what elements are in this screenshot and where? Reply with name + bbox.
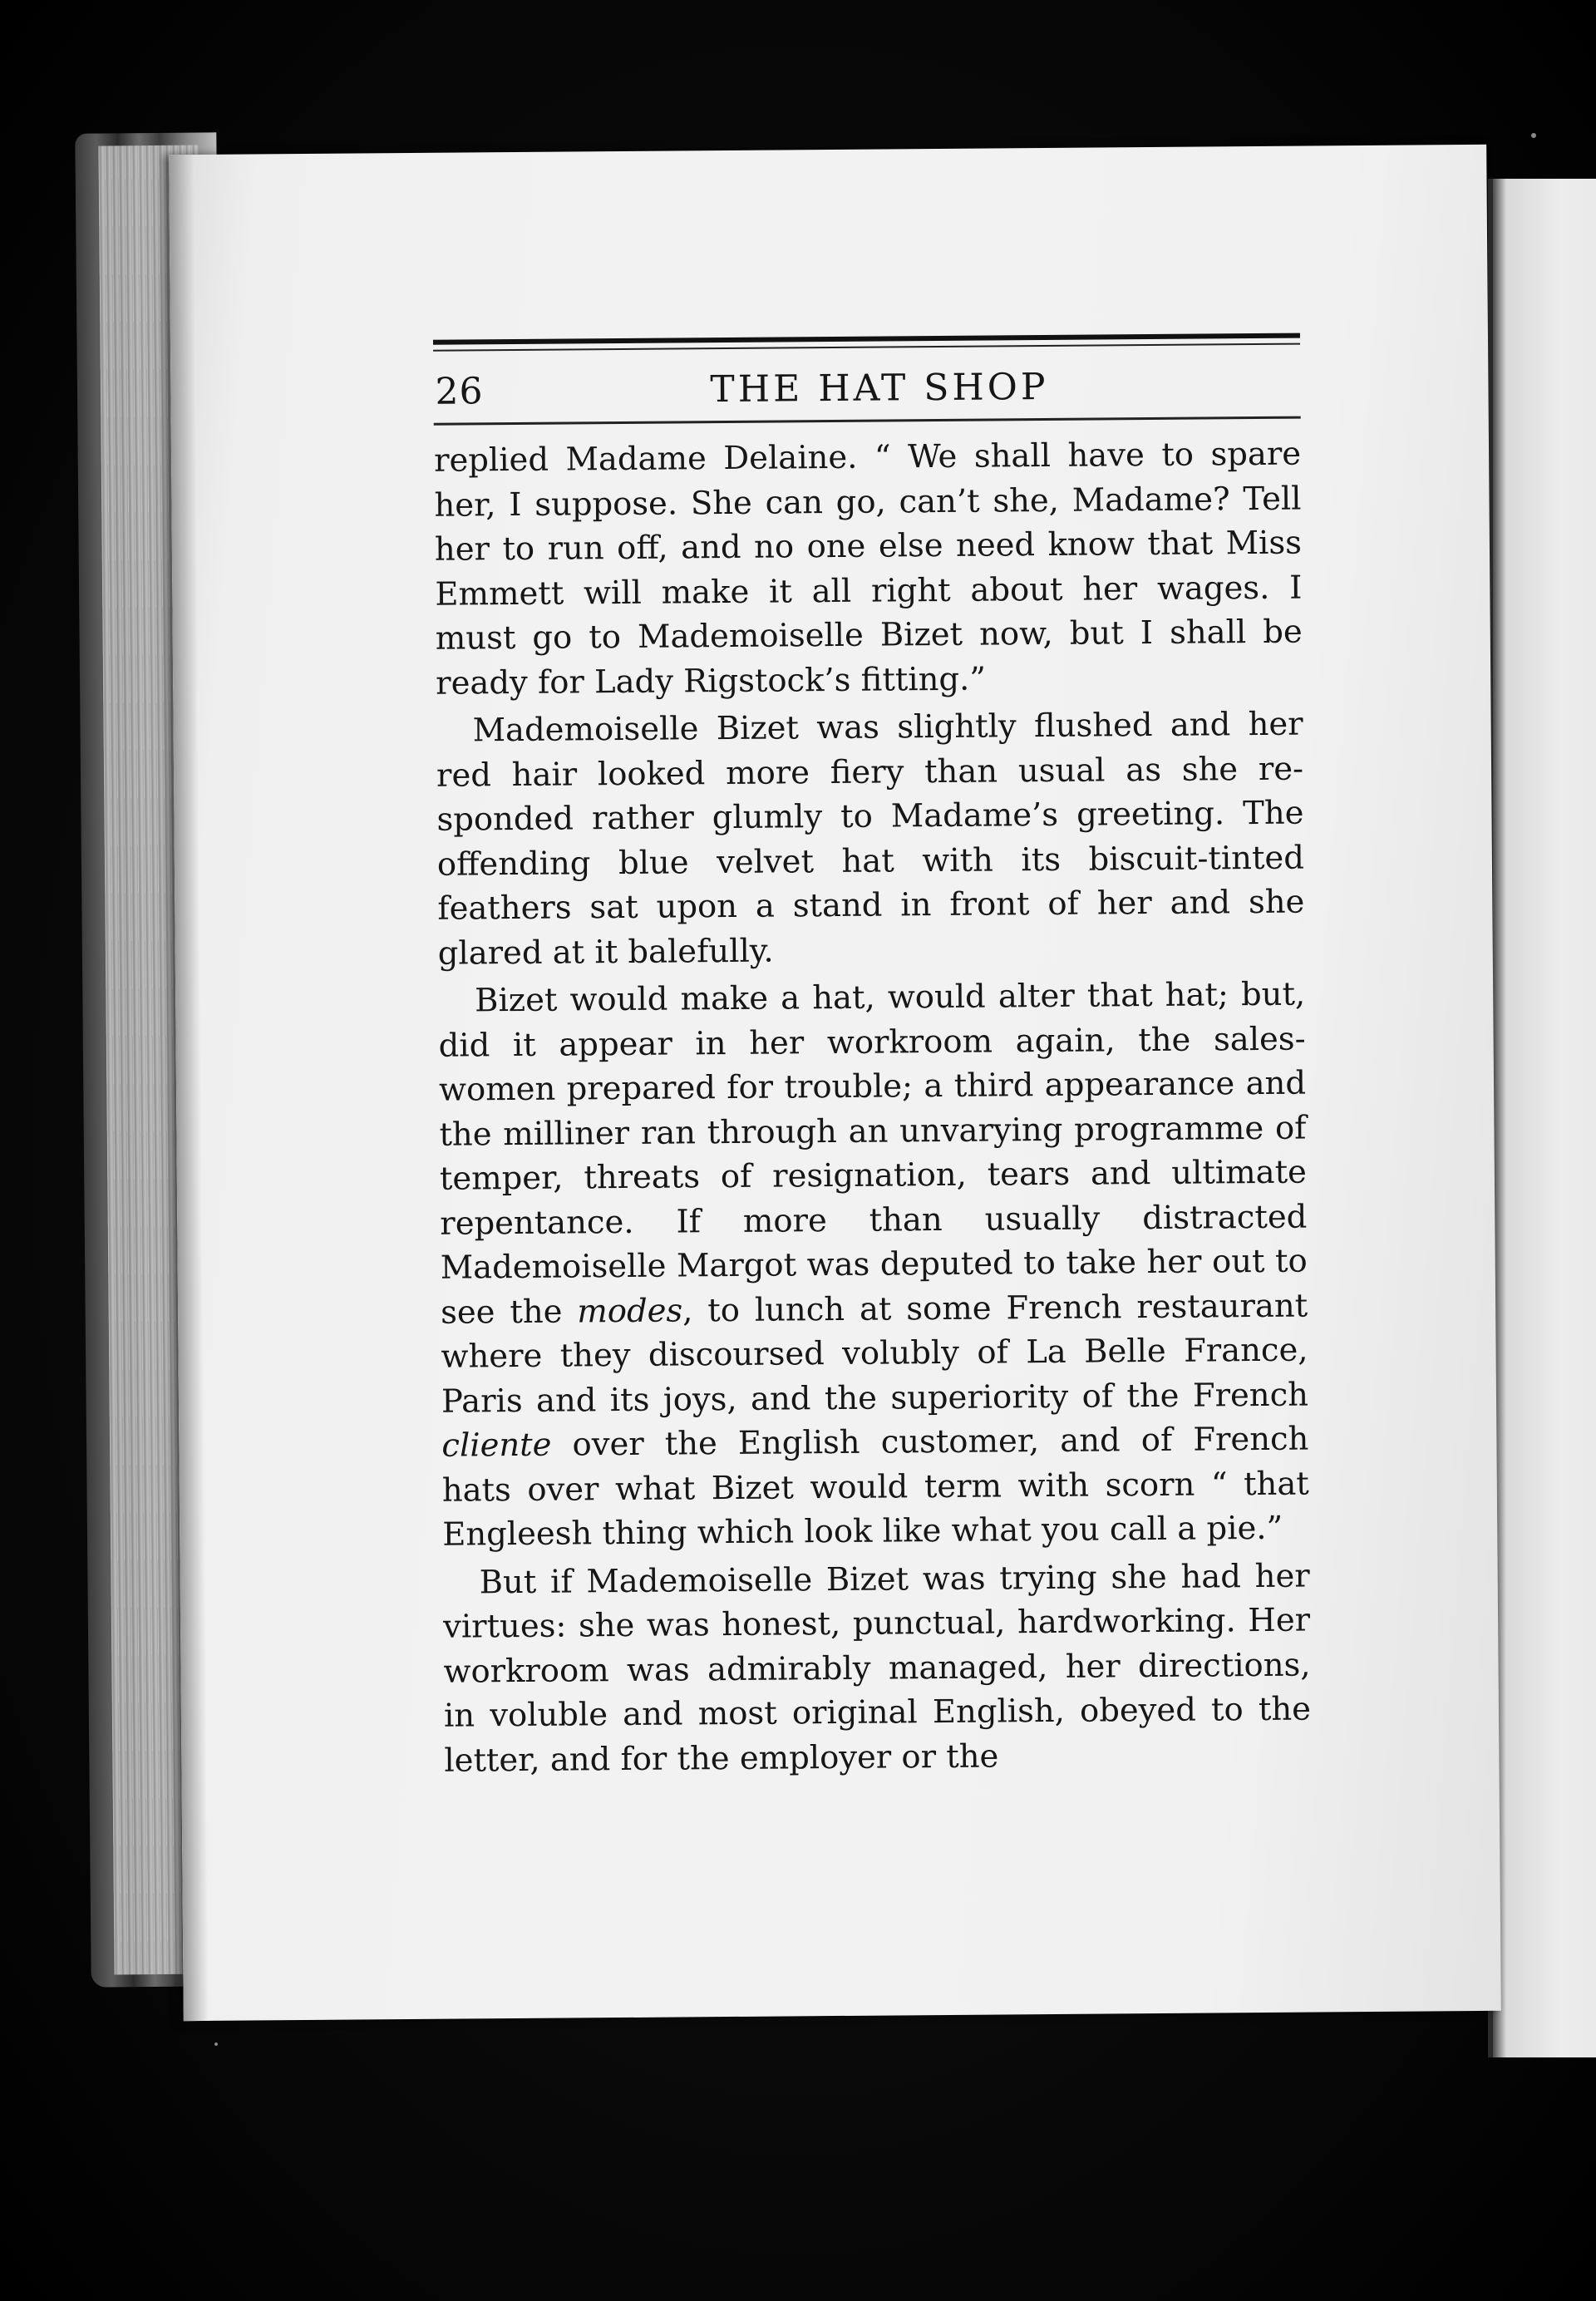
page-number: 26 <box>435 370 484 413</box>
paragraph <box>438 973 1309 1558</box>
facing-page-edge <box>1488 179 1596 2057</box>
header-rule-thin <box>433 343 1300 352</box>
header-rule-thick <box>433 333 1300 345</box>
body-text <box>434 432 1312 1783</box>
header-rule-bottom <box>434 416 1301 426</box>
paragraph-text: But if Mademoiselle Bizet was trying she had her virtues: she was honest, punctual, hardworking. Her workroom was admirably managed, her directions, in voluble and most original English, obeyed to the letter, and for the employer or the <box>442 1557 1312 1780</box>
italic-text: modes <box>577 1291 683 1330</box>
dust-speck <box>214 2042 218 2046</box>
running-head: THE HAT SHOP <box>710 365 1049 411</box>
italic-text: cliente <box>441 1426 552 1465</box>
paragraph-text: replied Madame Delaine. “ We shall have to spare her, I suppose. She can go, can’t she, Madame? Tell her to run off, and no one else need know that Miss Emmett will make it all right about her wages. I must go to Mademoiselle Bizet now, but I shall be ready for Lady Rigstock’s fitting.” <box>433 435 1303 702</box>
paragraph <box>436 702 1304 976</box>
book-page <box>169 145 1501 2021</box>
paragraph <box>442 1554 1311 1783</box>
paragraph-text: Bizet would make a hat, would alter that hat; but, did it appear in her workroom again, the saleswomen prepared for trouble; a third appearance and the milliner ran through an unvarying programme of temper, threats of resignation, tears and ultimate repentance. If more than usually distracted Mademoiselle Margot was deputed to take her out to see the <box>438 975 1308 1332</box>
paragraph-text: , to lunch at some French restaurant where they discoursed volubly of La Belle France, Paris and its joys, and the superiority of the French <box>441 1287 1309 1421</box>
paragraph <box>434 432 1303 706</box>
paragraph-text: Mademoiselle Bizet was slightly flushed and her red hair looked more fiery than usual as she responded rather glumly to Madame’s greeting. The offending blue velvet hat with its biscuit-tinted feathers sat upon a stand in front of her and she glared at it balefully. <box>436 705 1305 973</box>
page-header <box>433 362 1300 416</box>
paragraph-text: over the English customer, and of French hats over what Bizet would term with scorn “ that Engleesh thing which look like what you call a pie.” <box>441 1420 1309 1554</box>
dust-speck <box>1531 133 1536 138</box>
text-block <box>433 333 1312 1783</box>
